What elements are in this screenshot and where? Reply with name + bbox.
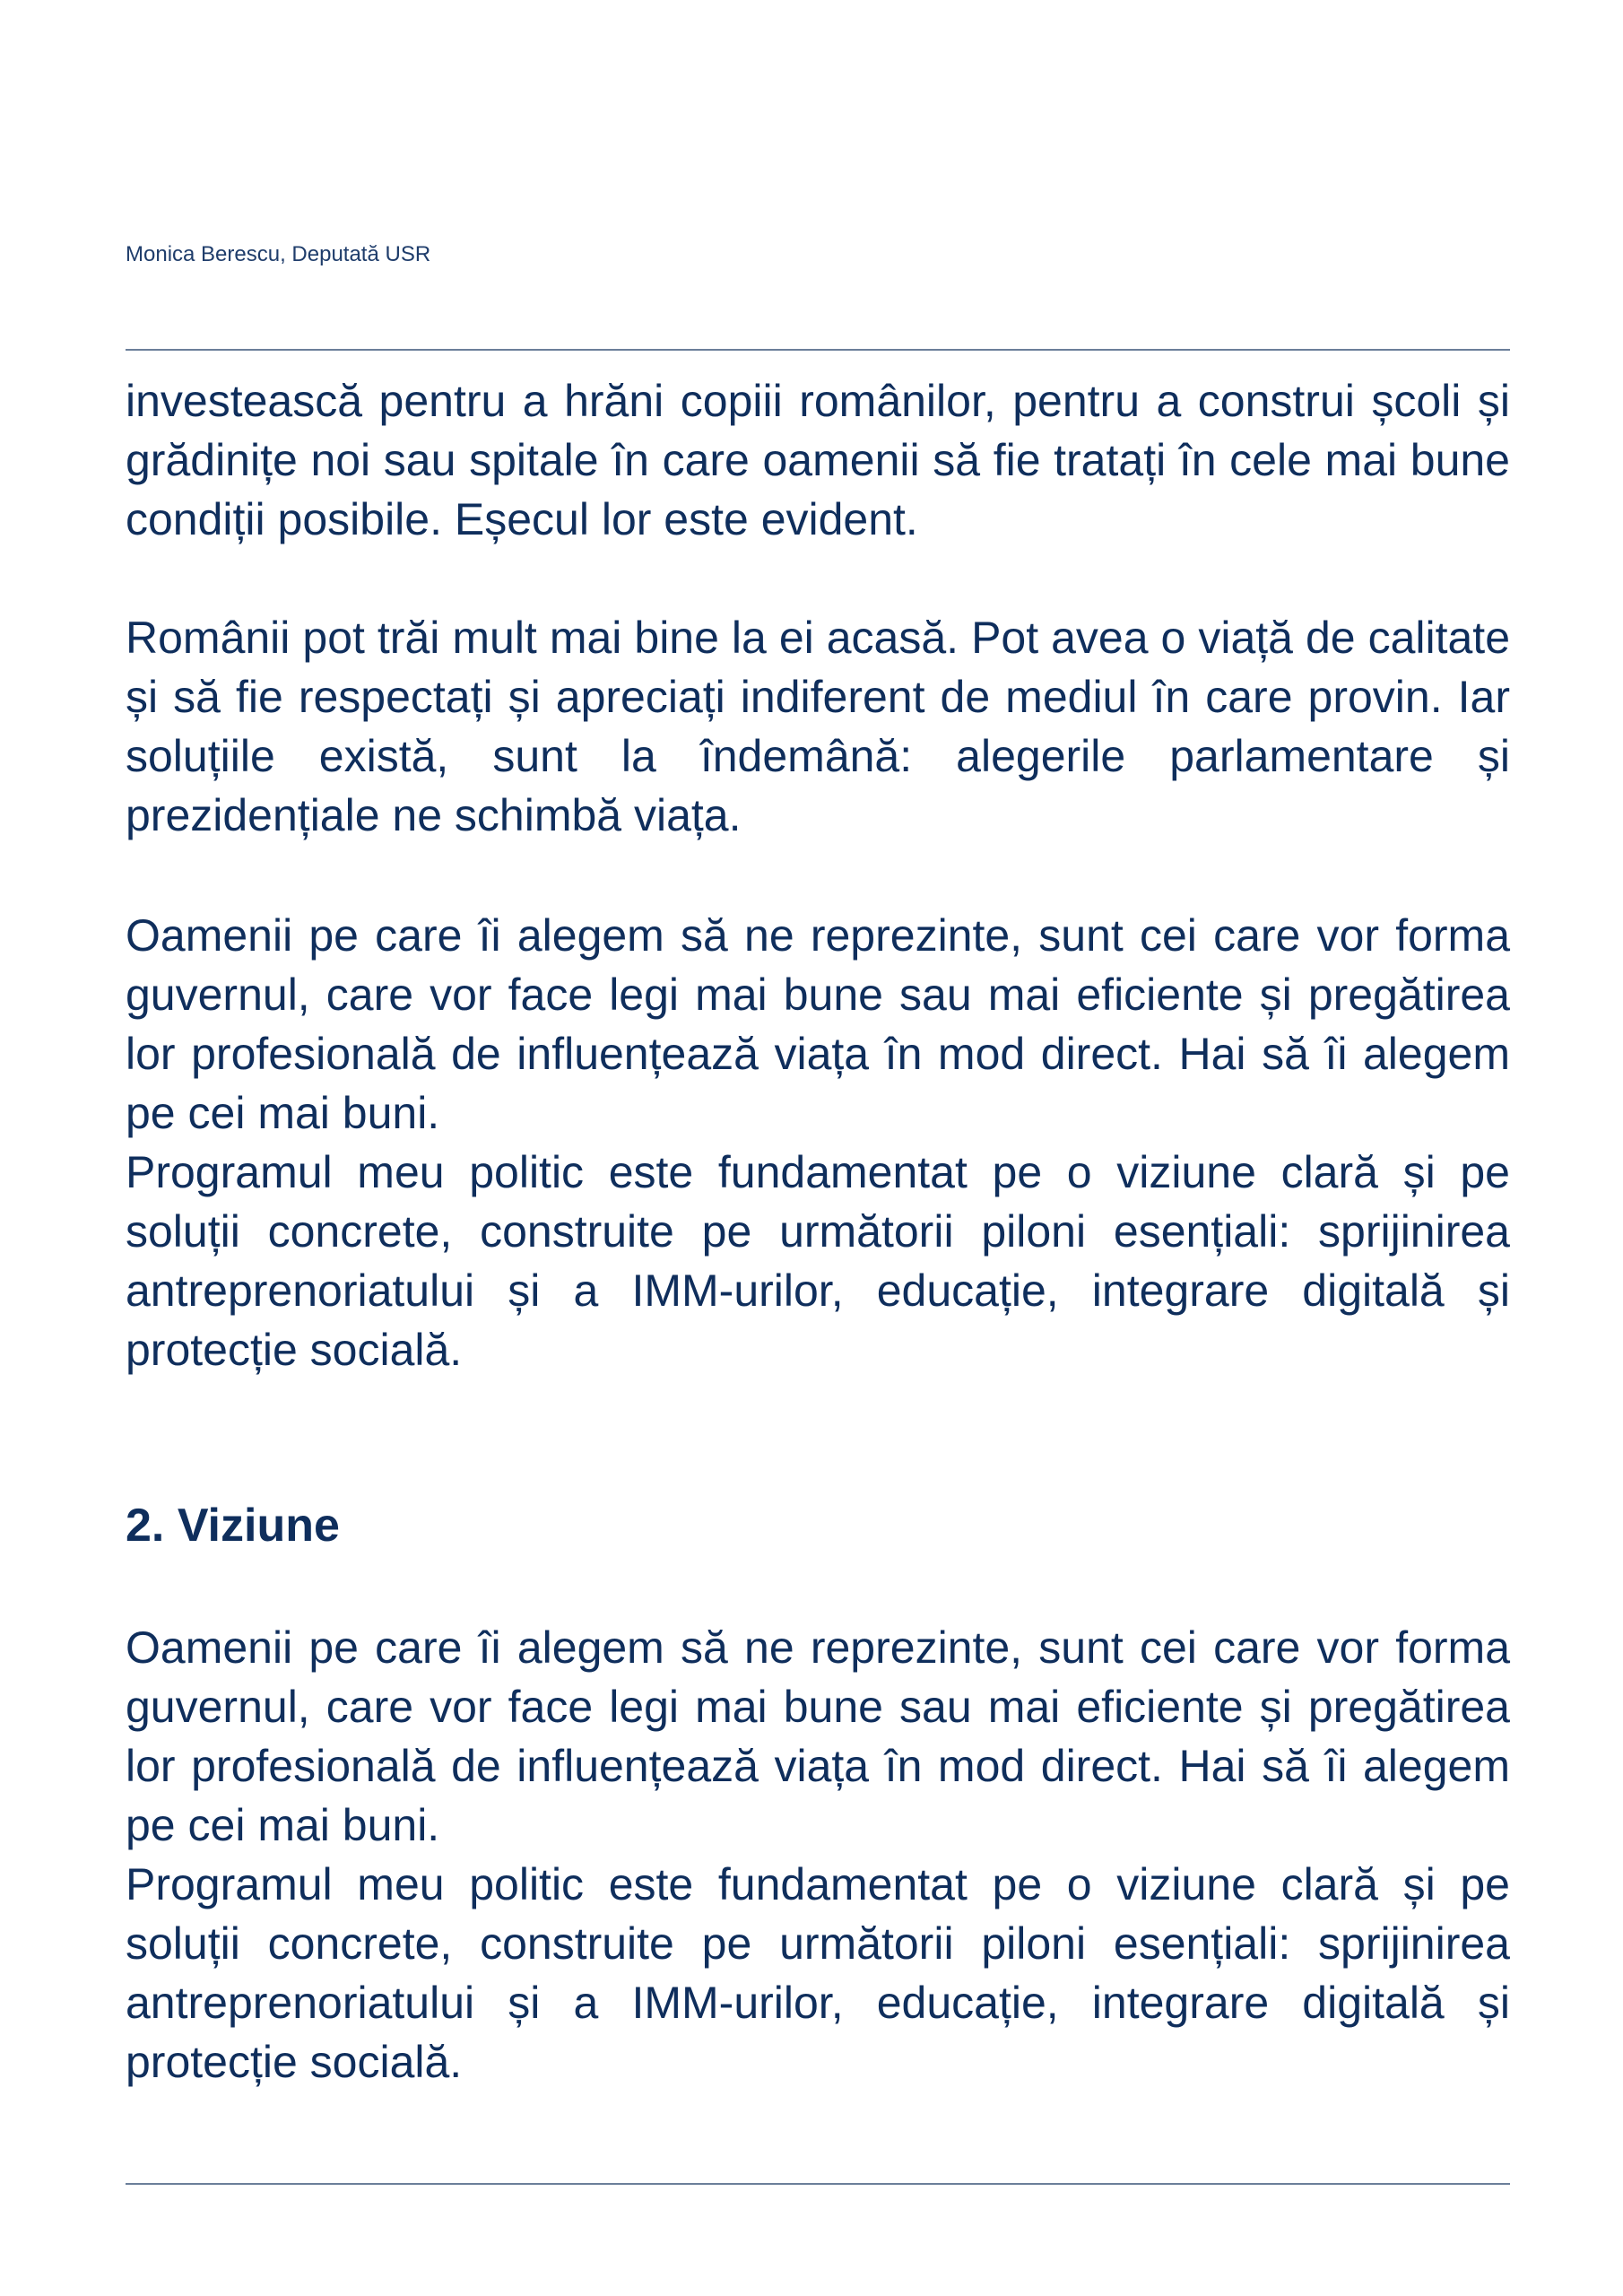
- section-heading: 2. Viziune: [126, 1500, 340, 1552]
- paragraph-4a-text: Oamenii pe care îi alegem să ne reprezinte, sunt cei care vor forma guvernul, care vor face legi mai bune sau mai eficiente și pregătirea lor profesională de influențează viața în mod direct. Hai să îi alegem pe cei mai buni.: [126, 1622, 1510, 1850]
- paragraph-4b-text: Programul meu politic este fundamentat pe o viziune clară și pe soluții concrete, construite pe următorii piloni esențiali: sprijinirea antreprenoriatului și a IMM-urilor, educație, integrare digitală și protecție socială.: [126, 1859, 1510, 2087]
- paragraph-3a-text: Oamenii pe care îi alegem să ne reprezinte, sunt cei care vor forma guvernul, care vor face legi mai bune sau mai eficiente și pregătirea lor profesională de influențează viața în mod direct. Hai să îi alegem pe cei mai buni.: [126, 910, 1510, 1138]
- paragraph-3b-text: Programul meu politic este fundamentat pe o viziune clară și pe soluții concrete, construite pe următorii piloni esențiali: sprijinirea antreprenoriatului și a IMM-urilor, educație, integrare digitală și protecție socială.: [126, 1147, 1510, 1375]
- paragraph-4: [126, 1618, 1510, 2092]
- bottom-divider: [126, 2183, 1510, 2185]
- paragraph-3: [126, 906, 1510, 1379]
- paragraph-2-text: Românii pot trăi mult mai bine la ei acasă. Pot avea o viață de calitate și să fie respectați și apreciați indiferent de mediul în care provin. Iar soluțiile există, sunt la îndemână: alegerile parlamentare și prezidențiale ne schimbă viața.: [126, 613, 1510, 840]
- paragraph-1: [126, 371, 1510, 549]
- top-divider: [126, 349, 1510, 351]
- header-author: Monica Berescu, Deputată USR: [126, 242, 431, 266]
- paragraph-2: [126, 608, 1510, 845]
- paragraph-1-text: investească pentru a hrăni copiii românilor, pentru a construi școli și grădinițe noi sau spitale în care oamenii să fie tratați în cele mai bune condiții posibile. Eșecul lor este evident.: [126, 376, 1510, 544]
